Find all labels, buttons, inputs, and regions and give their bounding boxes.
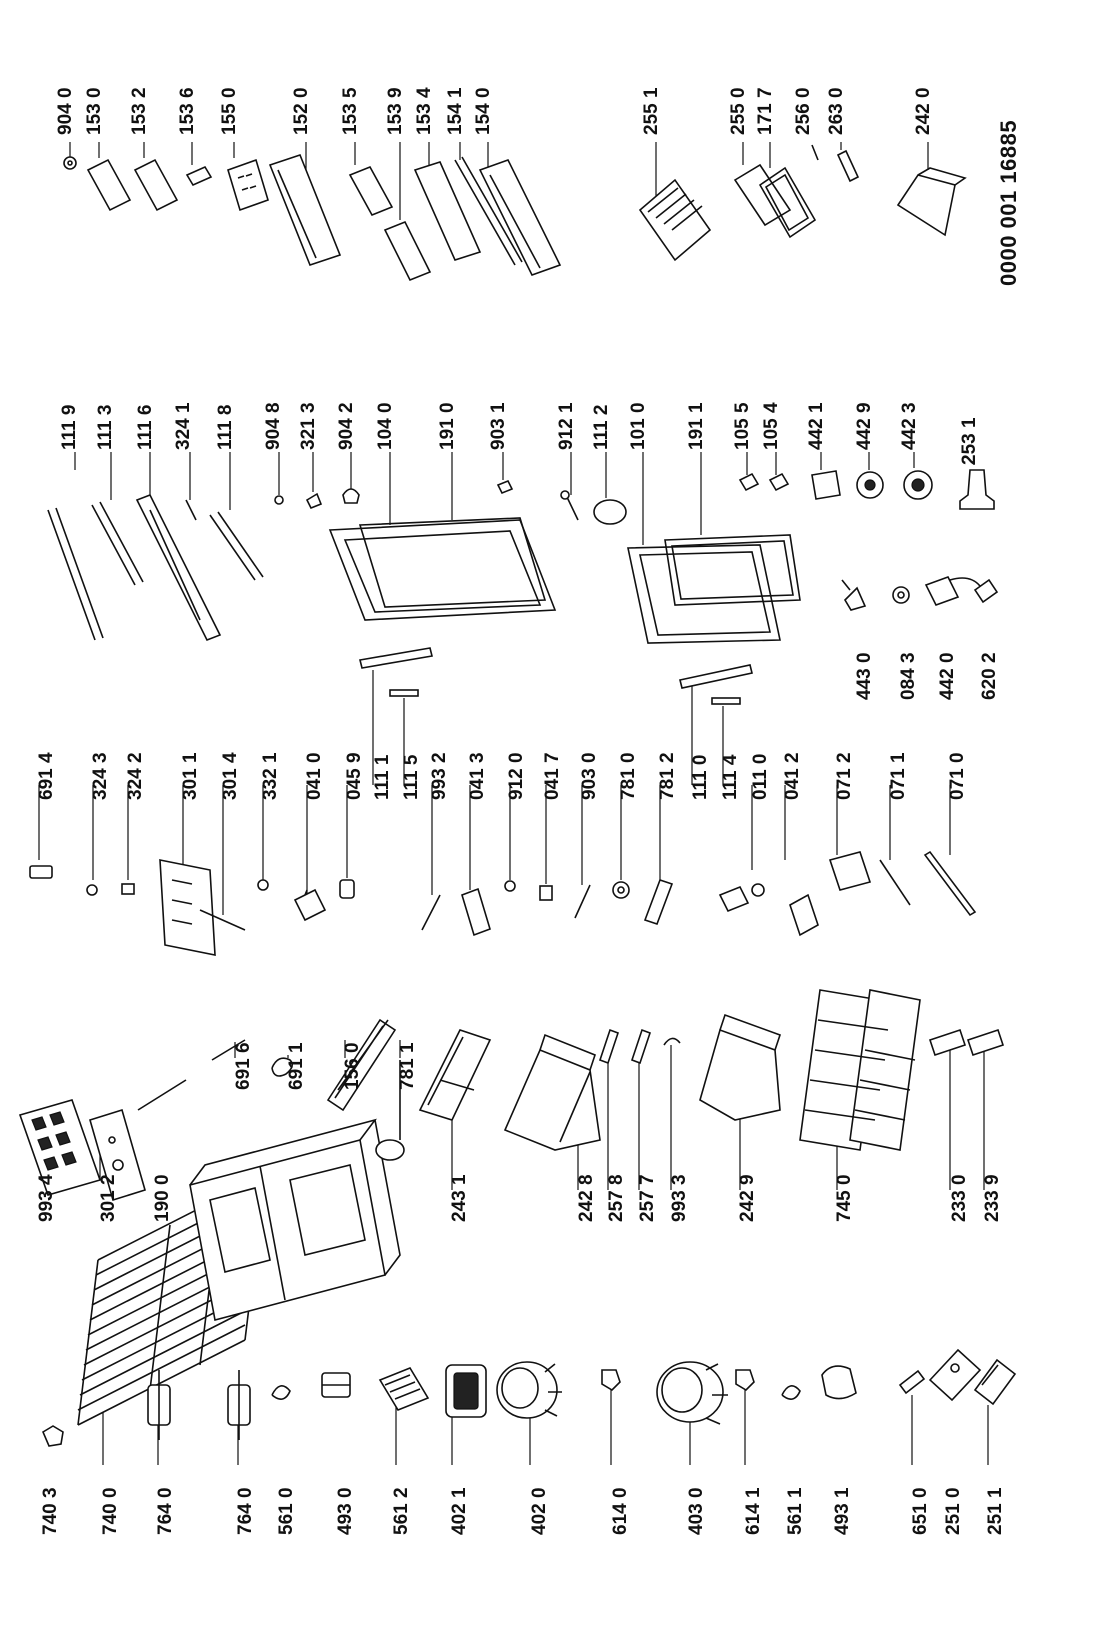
part-number-label: 111 9: [59, 404, 80, 450]
part-number-label: 153 0: [84, 87, 105, 135]
part-number-label: 105 5: [732, 402, 753, 450]
part-number-label: 251 0: [943, 1487, 964, 1535]
part-number-label: 155 0: [219, 87, 240, 135]
part-number-label: 442 0: [937, 652, 958, 700]
part-number-label: 321 3: [298, 402, 319, 450]
part-number-label: 111 3: [95, 404, 116, 450]
part-number-label: 442 1: [806, 402, 827, 450]
part-number-label: 255 1: [641, 87, 662, 135]
part-number-label: 111 2: [591, 404, 612, 450]
part-number-label: 071 2: [834, 752, 855, 800]
part-number-label: 324 3: [90, 752, 111, 800]
part-number-label: 912 0: [506, 752, 527, 800]
part-number-label: 614 0: [610, 1487, 631, 1535]
part-number-label: 101 0: [628, 402, 649, 450]
part-number-label: 691 4: [36, 752, 57, 800]
part-number-label: 561 1: [785, 1487, 806, 1535]
part-number-label: 745 0: [834, 1174, 855, 1222]
part-number-label: 301 2: [98, 1174, 119, 1222]
part-number-label: 243 1: [449, 1174, 470, 1222]
part-number-label: 233 0: [949, 1174, 970, 1222]
part-number-label: 691 6: [233, 1042, 254, 1090]
part-number-label: 493 0: [335, 1487, 356, 1535]
part-number-label: 620 2: [979, 652, 1000, 700]
part-number-label: 402 1: [449, 1487, 470, 1535]
part-number-label: 071 1: [888, 752, 909, 800]
part-number-label: 443 0: [854, 652, 875, 700]
part-number-label: 257 8: [606, 1174, 627, 1222]
part-number-label: 253 1: [959, 417, 980, 465]
part-number-label: 561 0: [276, 1487, 297, 1535]
part-number-label: 324 1: [173, 402, 194, 450]
part-number-label: 041 0: [304, 752, 325, 800]
part-number-label: 104 0: [375, 402, 396, 450]
part-number-label: 691 1: [286, 1042, 307, 1090]
part-number-label: 764 0: [155, 1487, 176, 1535]
part-number-label: 255 0: [728, 87, 749, 135]
part-number-label: 154 0: [473, 87, 494, 135]
part-number-label: 324 2: [125, 752, 146, 800]
part-number-label: 781 2: [657, 752, 678, 800]
part-number-label: 993 2: [429, 752, 450, 800]
part-number-label: 242 0: [913, 87, 934, 135]
part-number-label: 781 0: [618, 752, 639, 800]
part-number-label: 301 1: [180, 752, 201, 800]
part-number-label: 332 1: [260, 752, 281, 800]
part-number-label: 251 1: [985, 1487, 1006, 1535]
part-number-label: 263 0: [826, 87, 847, 135]
part-number-label: 402 0: [529, 1487, 550, 1535]
part-number-label: 111 0: [690, 754, 711, 800]
part-number-label: 171 7: [755, 87, 776, 135]
part-number-label: 191 0: [437, 402, 458, 450]
part-number-label: 153 5: [340, 87, 361, 135]
part-number-label: 041 2: [782, 752, 803, 800]
part-number-label: 153 9: [385, 87, 406, 135]
part-number-label: 903 1: [488, 402, 509, 450]
part-number-label: 403 0: [686, 1487, 707, 1535]
document-number: 0000 001 16885: [996, 119, 1021, 286]
part-number-label: 071 0: [947, 752, 968, 800]
part-number-label: 153 4: [414, 87, 435, 135]
part-number-label: 233 9: [982, 1174, 1003, 1222]
part-number-label: 111 8: [215, 404, 236, 450]
part-number-label: 191 1: [686, 402, 707, 450]
part-number-label: 740 3: [40, 1487, 61, 1535]
part-number-label: 993 3: [669, 1174, 690, 1222]
part-number-label: 993 4: [36, 1174, 57, 1222]
part-number-label: 493 1: [832, 1487, 853, 1535]
part-number-label: 111 5: [401, 754, 422, 800]
part-number-label: 190 0: [152, 1174, 173, 1222]
part-number-label: 156 0: [342, 1042, 363, 1090]
part-number-label: 912 1: [556, 402, 577, 450]
part-number-label: 301 4: [220, 752, 241, 800]
part-number-label: 111 4: [720, 754, 741, 800]
part-number-label: 242 8: [576, 1174, 597, 1222]
part-number-label: 256 0: [793, 87, 814, 135]
part-number-label: 041 7: [542, 752, 563, 800]
part-number-label: 041 3: [467, 752, 488, 800]
part-number-label: 904 0: [55, 87, 76, 135]
part-number-label: 011 0: [750, 753, 771, 800]
part-number-label: 153 2: [129, 87, 150, 135]
part-number-label: 111 1: [372, 754, 393, 800]
part-number-label: 903 0: [579, 752, 600, 800]
part-number-label: 152 0: [291, 87, 312, 135]
part-number-label: 257 7: [637, 1174, 658, 1222]
part-number-label: 764 0: [235, 1487, 256, 1535]
part-number-label: 561 2: [391, 1487, 412, 1535]
part-number-label: 904 8: [263, 402, 284, 450]
part-number-label: 781 1: [397, 1042, 418, 1090]
part-number-label: 154 1: [445, 87, 466, 135]
part-number-label: 242 9: [737, 1174, 758, 1222]
part-number-label: 740 0: [100, 1487, 121, 1535]
part-number-label: 904 2: [336, 402, 357, 450]
part-number-label: 442 3: [899, 402, 920, 450]
part-number-label: 045 9: [344, 752, 365, 800]
part-number-label: 111 6: [135, 404, 156, 450]
part-number-label: 442 9: [854, 402, 875, 450]
part-number-label: 105 4: [761, 402, 782, 450]
part-number-label: 153 6: [177, 87, 198, 135]
part-number-label: 651 0: [910, 1487, 931, 1535]
part-number-label: 084 3: [898, 652, 919, 700]
part-number-label: 614 1: [743, 1487, 764, 1535]
